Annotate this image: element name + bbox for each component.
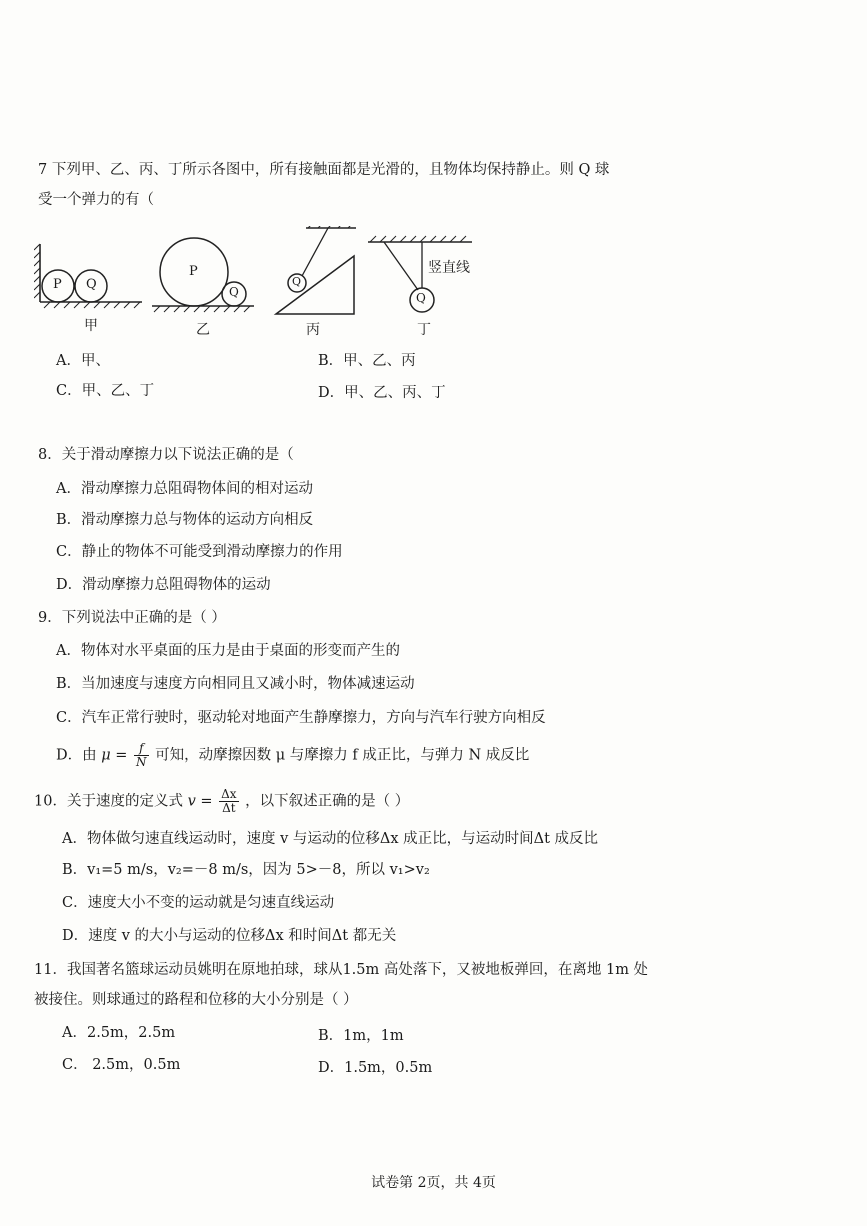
q9-option-a[interactable]: A．物体对水平桌面的压力是由于桌面的形变而产生的 bbox=[56, 643, 400, 659]
q8-option-a[interactable]: A．滑动摩擦力总阻碍物体间的相对运动 bbox=[56, 481, 313, 497]
figure-bing bbox=[276, 226, 356, 314]
q9-option-d-mu-eq: μ = bbox=[101, 747, 128, 764]
q10-stem-prefix: 10．关于速度的定义式 bbox=[34, 793, 183, 810]
q11-option-b[interactable]: B．1m，1m bbox=[318, 1028, 404, 1044]
fig-jia-caption: 甲 bbox=[84, 318, 98, 334]
q7-stem-line2: 受一个弹力的有（ bbox=[38, 192, 154, 208]
fig-bing-ball-q-label: Q bbox=[292, 275, 302, 288]
q7-option-c[interactable]: C．甲、乙、丁 bbox=[56, 383, 155, 399]
q10-fraction-denominator: Δt bbox=[222, 801, 236, 815]
q9-stem: 9．下列说法中正确的是（ ） bbox=[38, 610, 226, 626]
q10-fraction bbox=[219, 788, 238, 815]
fig-yi-ball-q-label: Q bbox=[229, 285, 239, 299]
fig-ding-vertical-label: 竖直线 bbox=[428, 260, 470, 276]
q7-option-b[interactable]: B．甲、乙、丙 bbox=[318, 353, 416, 369]
q9-fraction-numerator: f bbox=[134, 742, 149, 756]
fig-jia-ball-p-label: P bbox=[53, 277, 62, 292]
q9-option-d-suffix: 可知，动摩擦因数 μ 与摩擦力 f 成正比，与弹力 N 成反比 bbox=[155, 747, 530, 764]
figure-jia bbox=[34, 244, 142, 308]
fig-ding-ball-q-label: Q bbox=[416, 291, 426, 305]
q10-stem-suffix: ，以下叙述正确的是（ ） bbox=[245, 793, 410, 810]
q9-option-d[interactable] bbox=[56, 742, 529, 769]
fig-yi-ball-p-label: P bbox=[189, 264, 198, 279]
q11-stem-line1: 11．我国著名篮球运动员姚明在原地拍球，球从1.5m 高处落下，又被地板弹回，在离地 1m 处 bbox=[34, 962, 649, 978]
q10-stem bbox=[34, 788, 409, 815]
q8-option-d[interactable]: D．滑动摩擦力总阻碍物体的运动 bbox=[56, 577, 271, 593]
fig-yi-caption: 乙 bbox=[196, 322, 210, 338]
q10-option-d[interactable]: D．速度 v 的大小与运动的位移Δx 和时间Δt 都无关 bbox=[62, 928, 397, 944]
q9-fraction bbox=[134, 742, 149, 769]
q7-option-a[interactable]: A．甲、 bbox=[56, 353, 110, 369]
q11-stem-line2: 被接住。则球通过的路程和位移的大小分别是（ ） bbox=[34, 992, 358, 1008]
q10-option-a[interactable]: A．物体做匀速直线运动时，速度 v 与运动的位移Δx 成正比，与运动时间Δt 成反比 bbox=[62, 831, 599, 847]
q9-option-d-prefix: D．由 bbox=[56, 747, 97, 764]
fig-bing-caption: 丙 bbox=[306, 322, 320, 338]
q11-option-d[interactable]: D．1.5m，0.5m bbox=[318, 1060, 433, 1076]
page-footer: 试卷第 2页，共 4页 bbox=[371, 1175, 496, 1191]
fig-jia-ball-q-label: Q bbox=[86, 277, 97, 292]
q7-figures bbox=[34, 226, 494, 341]
q8-stem: 8．关于滑动摩擦力以下说法正确的是（ bbox=[38, 447, 294, 463]
figure-yi bbox=[152, 238, 254, 312]
fig-ding-caption: 丁 bbox=[417, 322, 431, 338]
q8-option-c[interactable]: C．静止的物体不可能受到滑动摩擦力的作用 bbox=[56, 544, 343, 560]
q10-fraction-numerator: Δx bbox=[221, 787, 237, 801]
q11-option-a[interactable]: A．2.5m，2.5m bbox=[62, 1025, 176, 1041]
q7-stem-line1: 7 下列甲、乙、丙、丁所示各图中，所有接触面都是光滑的，且物体均保持静止。则 Q 球 bbox=[38, 162, 610, 178]
q10-option-c[interactable]: C．速度大小不变的运动就是匀速直线运动 bbox=[62, 895, 335, 911]
q9-fraction-denominator: N bbox=[136, 755, 147, 769]
q11-option-c[interactable]: C． 2.5m，0.5m bbox=[62, 1057, 181, 1073]
q9-option-c[interactable]: C．汽车正常行驶时，驱动轮对地面产生静摩擦力，方向与汽车行驶方向相反 bbox=[56, 710, 546, 726]
q9-option-b[interactable]: B．当加速度与速度方向相同且又减小时，物体减速运动 bbox=[56, 676, 415, 692]
q10-option-b[interactable]: B．v₁=5 m/s，v₂=－8 m/s，因为 5>－8，所以 v₁>v₂ bbox=[62, 862, 430, 878]
q10-stem-v-eq: v = bbox=[187, 793, 213, 810]
q7-option-d[interactable]: D．甲、乙、丙、丁 bbox=[318, 385, 446, 401]
q8-option-b[interactable]: B．滑动摩擦力总与物体的运动方向相反 bbox=[56, 512, 314, 528]
